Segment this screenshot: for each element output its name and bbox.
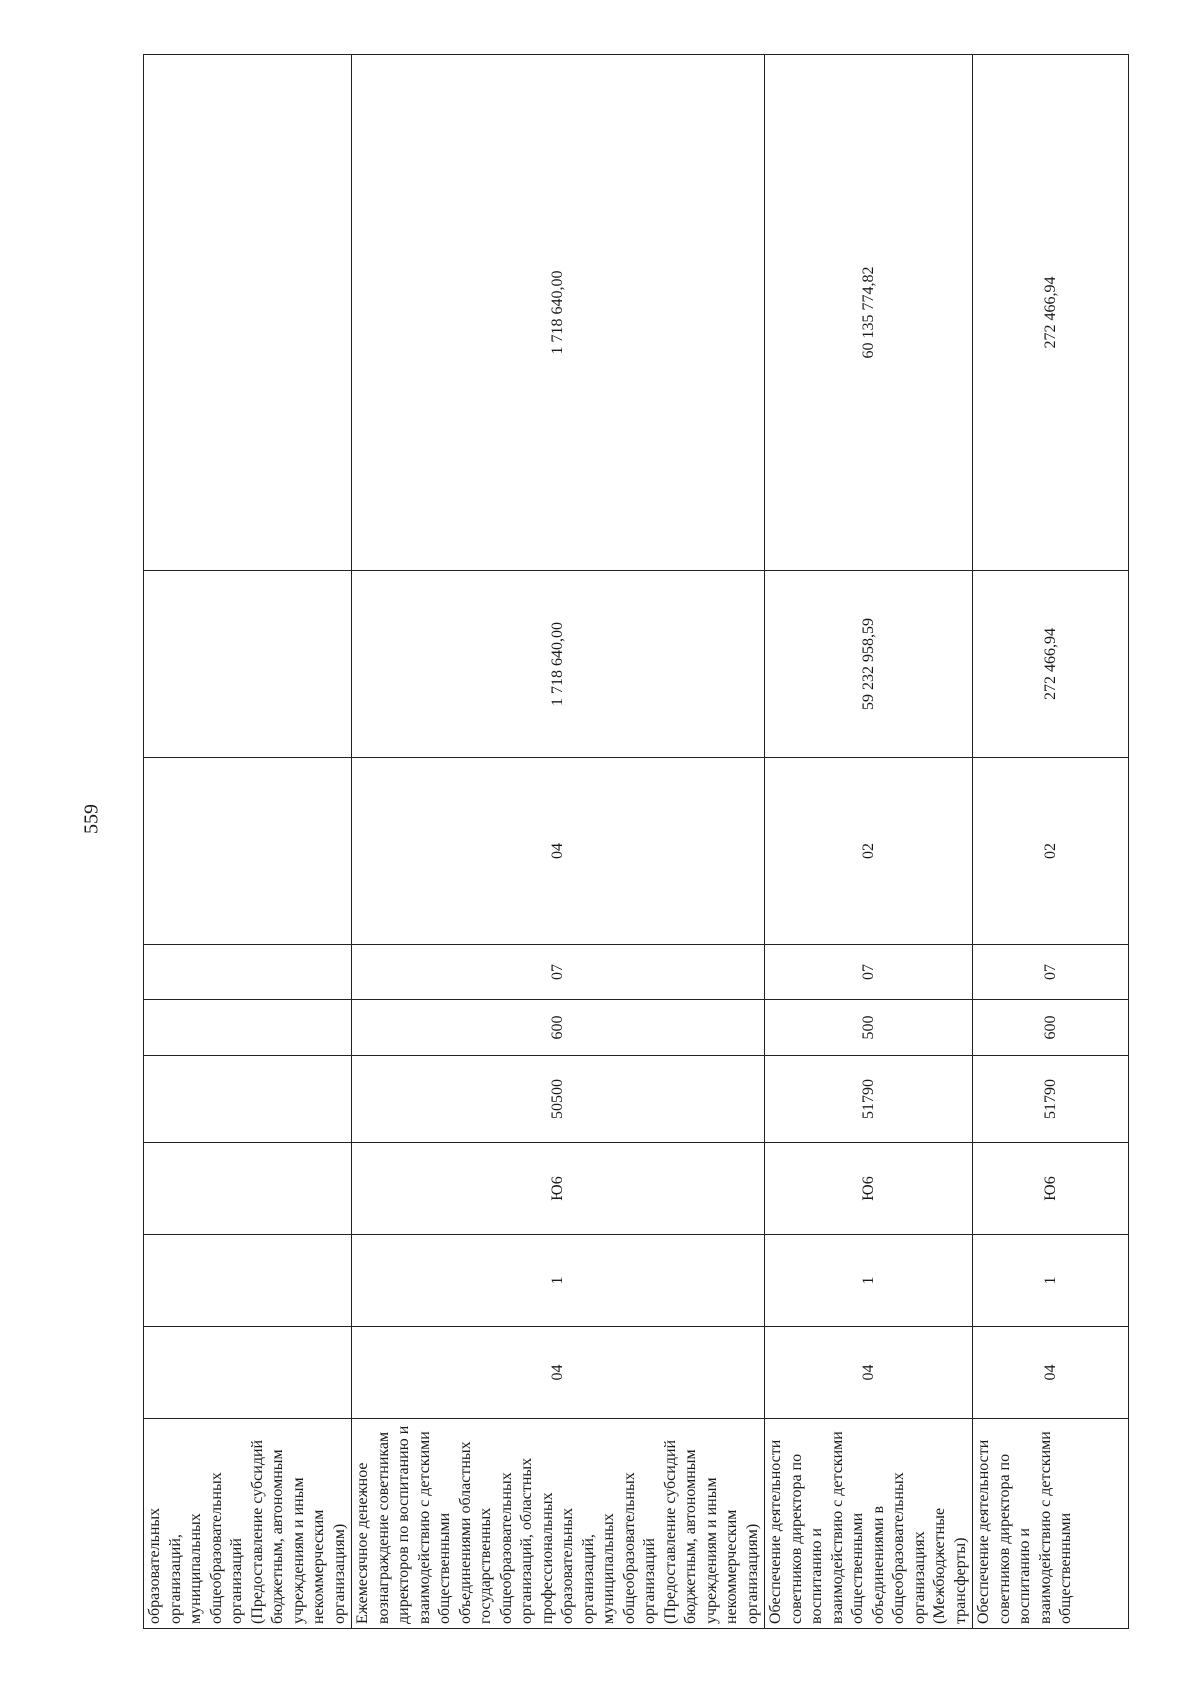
cell: 1	[352, 1235, 765, 1327]
cell: 07	[352, 945, 765, 1000]
cell: 07	[765, 945, 973, 1000]
cell: 04	[352, 758, 765, 945]
cell	[144, 758, 352, 945]
cell: 51790	[765, 1056, 973, 1143]
cell: 50500	[352, 1056, 765, 1143]
cell: 04	[765, 1327, 973, 1419]
cell	[144, 571, 352, 758]
row-description: Обеспечение деятельности советников директора по воспитанию и взаимодействию с детскими общественными объединениями в общеобразовательных организациях (Межбюджетные трансферты)	[765, 1419, 973, 1629]
cell	[144, 1327, 352, 1419]
cell: 59 232 958,59	[765, 571, 973, 758]
cell: 1	[765, 1235, 973, 1327]
cell: 1 718 640,00	[352, 55, 765, 571]
cell: 04	[352, 1327, 765, 1419]
cell: 600	[973, 1000, 1129, 1056]
cell: 02	[765, 758, 973, 945]
cell: 02	[973, 758, 1129, 945]
row-description: образовательных организаций, муниципальных общеобразовательных организаций (Предоставление субсидий бюджетным, автономным учреждениям и иным некоммерческим организациям)	[144, 1419, 352, 1629]
cell: 60 135 774,82	[765, 55, 973, 571]
cell	[144, 55, 352, 571]
cell	[144, 1056, 352, 1143]
cell: Ю6	[765, 1143, 973, 1235]
page-number: 559	[80, 804, 103, 834]
cell: 272 466,94	[973, 571, 1129, 758]
cell: 1 718 640,00	[352, 571, 765, 758]
table-row	[144, 55, 352, 1629]
cell: 500	[765, 1000, 973, 1056]
cell	[144, 1235, 352, 1327]
row-description: Ежемесячное денежное вознаграждение советникам директоров по воспитанию и взаимодействию с детскими общественными объединениями областных государственных общеобразовательных организаций, областных профессиональных образовательных организаций, муниципальных общеобразовательных организаций (Предоставление субсидий бюджетным, автономным учреждениям и иным некоммерческим организациям)	[352, 1419, 765, 1629]
cell: 600	[352, 1000, 765, 1056]
cell: 07	[973, 945, 1129, 1000]
cell: 1	[973, 1235, 1129, 1327]
cell	[144, 1000, 352, 1056]
table-row	[765, 55, 973, 1629]
cell	[144, 1143, 352, 1235]
cell: 04	[973, 1327, 1129, 1419]
cell	[144, 945, 352, 1000]
cell: Ю6	[352, 1143, 765, 1235]
table-row	[973, 55, 1129, 1629]
budget-table	[143, 54, 1129, 1629]
table-row	[352, 55, 765, 1629]
cell: 272 466,94	[973, 55, 1129, 571]
cell: Ю6	[973, 1143, 1129, 1235]
cell: 51790	[973, 1056, 1129, 1143]
budget-table-rotated	[143, 55, 1098, 1629]
row-description: Обеспечение деятельности советников директора по воспитанию и взаимодействию с детскими общественными	[973, 1419, 1129, 1629]
